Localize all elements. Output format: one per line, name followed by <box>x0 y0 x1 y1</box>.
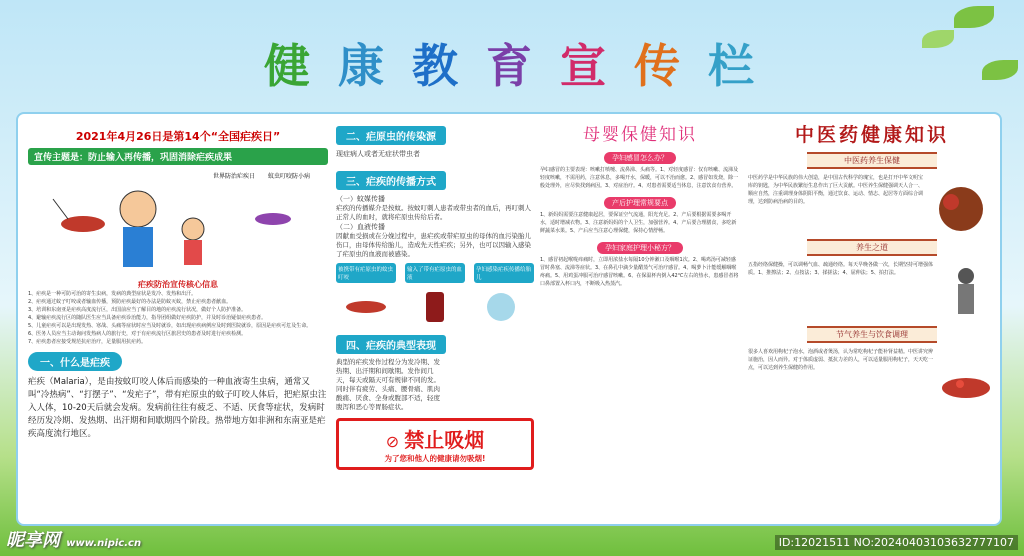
core-item: 1、疟疾是一种可防可治的寄生虫病，发病的典型症状是发冷、发热和出汗。 <box>28 291 197 297</box>
maternal-q1-text: 孕妇感冒的主要表现：咳嗽打喷嚏、流鼻涕、头痛等。1、对轻度感冒：仅有咳嗽、流涕及轻度咳嗽，不需用药，注意休息，多喝开水，保暖，可以不治而愈。2、感冒如发烧，除一般处理外，应尽快找到病因。3、对症治疗。4、对患者需要适当休息，注意饮食有营养。 <box>540 167 739 189</box>
no-smoking-sign <box>336 418 534 470</box>
herbs-icon <box>926 174 996 234</box>
image-id-label: ID:12021511 NO:20240403103632777107 <box>775 535 1018 550</box>
what-section-header <box>28 351 328 371</box>
transmission-column <box>336 122 534 524</box>
maternal-q3-text: 1、感冒初起喉咙痒痛时，立即用浓盐水每隔10分钟漱口及咽喉1次。2、喝鸡汤可减轻感冒时鼻塞、流涕等症状。3、在鼻孔中滴少量醋蒸气可治疗感冒。4、喝萝卜汁能缓解咽喉疼痛。5、用鸡蛋冲服可治疗感冒咳嗽。6、在保温杯内倒入42℃左右的热水，患感冒者将口鼻部置入杯口内，不断吸入热蒸汽。 <box>540 257 739 287</box>
bulletin-board <box>16 112 1002 526</box>
section-3-header <box>336 171 534 190</box>
family-mosquito-icon <box>28 169 328 279</box>
no-smoking-icon: ⊘ <box>385 432 400 451</box>
section-3-title: 三、疟疾的传播方式 <box>336 171 446 190</box>
core-item: 3、培训和东南亚是疟疾高度流行区，出国前应当了解目的地的疟疾流行状况，做好个人防护准备。 <box>28 307 247 313</box>
tcm-scroll-3: 节气养生与饮食调理 <box>807 326 937 343</box>
tcm-scroll-1: 中医药养生保健 <box>807 152 937 169</box>
tcm-block-2 <box>748 261 996 321</box>
maternal-column <box>540 120 740 524</box>
watermark-logo: 昵享网 <box>6 530 60 551</box>
section-2-text: 现症病人或者无症状带虫者 <box>336 150 420 158</box>
maternal-q2-title: 产后护理常规要点 <box>604 197 676 209</box>
section-4-header <box>336 335 534 354</box>
title-char: 健 <box>263 39 316 93</box>
tcm-title: 中医药健康知识 <box>794 124 949 146</box>
core-info-list <box>28 290 328 346</box>
title-char: 教 <box>411 39 464 93</box>
core-item: 5、儿童疟疾可以是出现发热、寒战、头痛等症状时应当及时就诊，如出现疟疾病例应及时到医院就诊，原因是疟疾可危及生命。 <box>28 323 312 329</box>
flow-step: 被携带有疟原虫的蚊虫叮咬 <box>336 263 396 283</box>
title-char: 传 <box>634 39 687 93</box>
no-smoking-title: 禁止吸烟 <box>404 428 485 452</box>
transmission-icons <box>336 287 534 327</box>
title-char: 栏 <box>708 39 761 93</box>
core-item: 2、疟疾通过蚊子叮咬或者输血传播，预防疟疾最好的办法是防蚊灭蚊，禁止疟疾患者献血。 <box>28 299 232 305</box>
section-2-title: 二、疟原虫的传染源 <box>336 126 446 145</box>
tcm-text-1: 中医药学是中华民族的伟大创造，是中国古代科学的瑰宝，也是打开中华文明宝库的钥匙，为中华民族繁衍生息作出了巨大贡献。中医养生保健强调天人合一、顺应自然，注重调理身体阴阳平衡，通过饮食、运动、情志、起居等方面综合调理，达到防病治病的目的。 <box>748 175 924 205</box>
malaria-day-column <box>28 122 328 524</box>
section-3-sub-b: （二）血液传播 <box>336 223 385 231</box>
tcm-column <box>748 120 996 524</box>
tcm-block-1 <box>748 174 996 234</box>
core-info-title: 疟疾防治宣传核心信息 <box>138 280 218 289</box>
leaf-decoration <box>954 6 994 28</box>
core-item: 7、疟疾患者应接受规范抗疟治疗，足量服用抗疟药。 <box>28 339 147 345</box>
title-char: 宣 <box>560 39 613 93</box>
what-section-title: 一、什么是疟疾 <box>28 352 122 371</box>
section-3-text-b: 因献血受损或在分娩过程中，患疟疾或带疟原虫的母体的血污染胎儿伤口，由母体传给胎儿，造成先天性疟疾；另外，也可以因输入感染了疟原虫的血液而被感染。 <box>336 232 531 258</box>
cartoon-caption: 蚊虫叮咬防小病 <box>268 173 311 180</box>
tcm-block-3 <box>748 348 996 408</box>
board-title <box>0 30 1024 96</box>
no-smoking-slogan: 为了您和他人的健康请勿吸烟! <box>384 454 486 463</box>
section-3-sub-a: （一）蚊媒传播 <box>336 195 385 203</box>
maternal-q1-header <box>540 145 740 166</box>
title-char: 康 <box>337 39 390 93</box>
maternal-q2-header <box>540 190 740 211</box>
watermark <box>6 526 141 552</box>
maternal-title: 母婴保健知识 <box>583 125 697 145</box>
section-2-header <box>336 126 534 145</box>
flow-step: 孕妇感染疟疾传播给胎儿 <box>474 263 534 283</box>
maternal-q1-title: 孕妇感冒怎么办？ <box>604 152 676 164</box>
tcm-scroll-2: 养生之道 <box>807 239 937 256</box>
transmission-flow <box>336 263 534 283</box>
watermark-url: www.nipic.cn <box>66 538 142 549</box>
maternal-q3-title: 孕妇家庭护理小秘方？ <box>597 242 683 254</box>
malaria-day-heading: 2021年4月26日是第14个“全国疟疾日” <box>75 130 281 143</box>
tcm-text-2: 五指经络保健操，可以调畅气血、疏通经络。每天早晚各做一次，长期坚持可增强体质。1、推擦法；2、点按法；3、揉搓法；4、屈伸法；5、拍打法。 <box>748 262 934 276</box>
sage-figure-icon <box>936 261 996 321</box>
title-char: 育 <box>486 39 538 93</box>
goji-bowl-icon <box>936 348 996 408</box>
core-item: 6、医务人员应当主动询问发热病人的旅行史，对于有疟疾流行区旅居史的患者及时进行疟疾检测。 <box>28 331 247 337</box>
maternal-q2-text: 1、新妈妈需要注意健康起居，要保证空气流通，阳光充足。2、产后要根据需要多喝开水，适时增减衣物。3、注意新妈妈的个人卫生，加强营养。4、产后要合理膳食，多吃新鲜蔬菜水果。5、产后应当注意心理保健，保持心情舒畅。 <box>540 212 737 234</box>
tcm-text-3: 很多人喜欢用枸杞子泡水，泡酒或者煲汤，认为常吃枸杞子能补肾益精。中医讲究辨证施治，因人而异。对于体质虚弱、抵抗力差的人，可以适量服用枸杞子，天天吃一点，可以达到养生保健的作用。 <box>748 349 934 371</box>
maternal-q3-header <box>540 235 740 256</box>
section-4-title: 四、疟疾的典型表现 <box>336 335 446 354</box>
core-item: 4、避输疟疾流行区的随队医生应当具备疟疾诊治能力，指导团组做好疟疾防护，并及时诊治疑似疟疾患者。 <box>28 315 267 321</box>
section-3-text-a: 疟疾的传播媒介是按蚊。按蚊叮刺人患者或带虫者的血后，再叮刺人正常人的血时，就将疟原虫传给后者。 <box>336 204 531 221</box>
theme-banner: 宣传主题是：防止输入再传播，巩固消除疟疾成果 <box>28 148 328 165</box>
cartoon-caption: 世界防治疟疾日 <box>213 173 256 180</box>
section-4-text: 典型的疟疾发作过程分为发冷期、发热期、出汗期和间歇期。发作间几天，每天或隔天可有规律不同的发。同时伴有疲劳、头痛、腰骨痛、肌肉酸痛、厌食、全身或腹部不适，轻度腹泻和恶心等胃肠症状。 <box>336 358 440 411</box>
cartoon-illustration <box>28 169 328 279</box>
what-section-text: 疟疾（Malaria），是由按蚊叮咬人体后而感染的一种血液寄生虫病，通常又叫“冷热病”、“打摆子”、“发疟子”，带有疟原虫的蚊子叮咬人体后，把疟原虫注入人体，10-20天后就会发病。发病前往往有疲乏、不适、厌食等症状，发病时经历发冷期、发热期、出汗期和间歇期四个阶段。热带地方如非洲和东南亚是疟疾高度流行地区。 <box>28 377 327 439</box>
flow-step: 输入了带有疟原虫的血液 <box>405 263 465 283</box>
